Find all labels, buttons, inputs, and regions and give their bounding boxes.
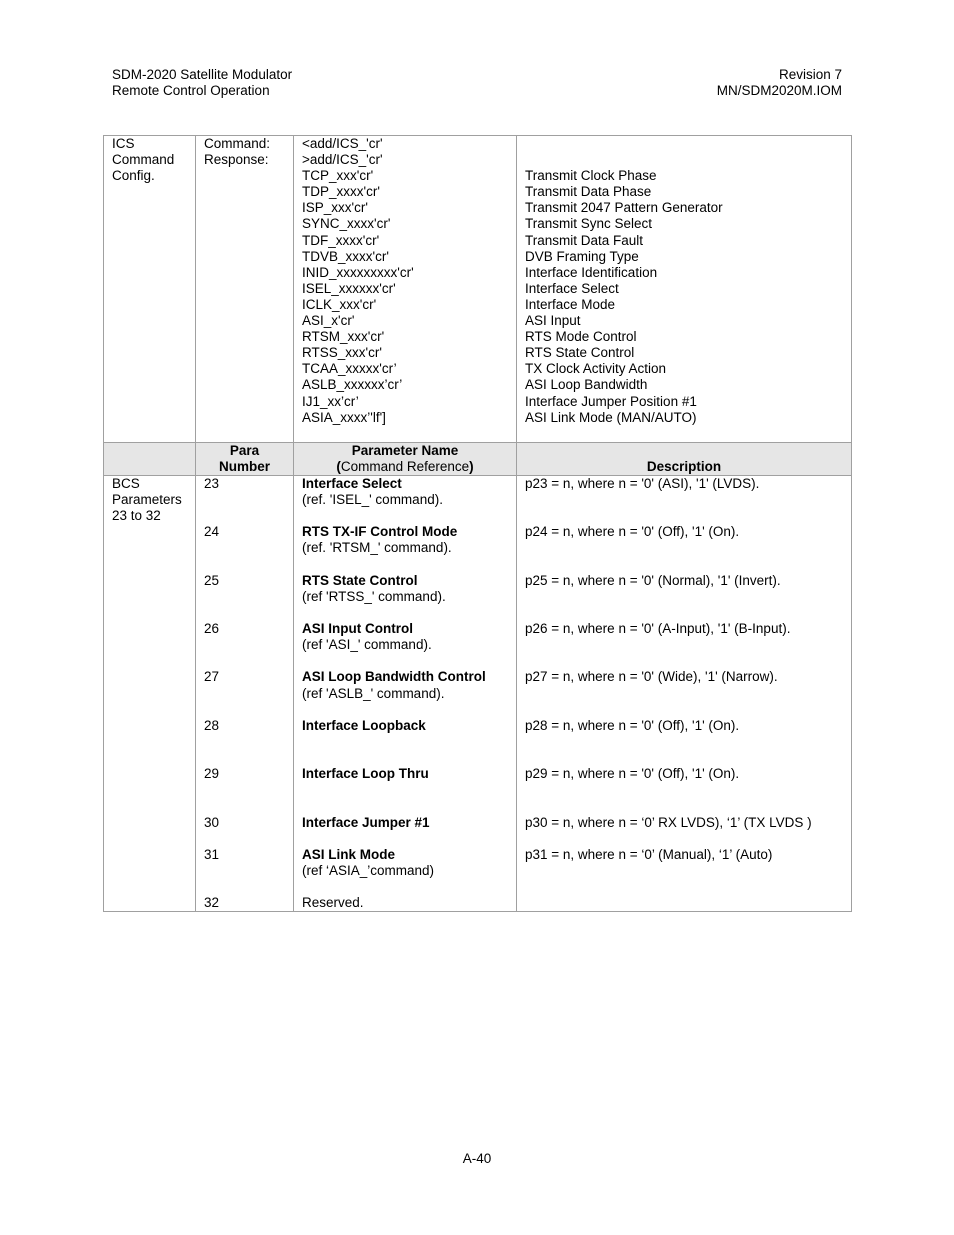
param-name: Interface Loopback — [302, 717, 426, 733]
param-description: p24 = n, where n = '0' (Off), '1' (On). — [525, 524, 740, 540]
param-entry — [302, 895, 508, 911]
param-entry — [302, 573, 508, 621]
command-description: Interface Mode — [525, 296, 616, 312]
command-description: ASI Loop Bandwidth — [525, 377, 648, 393]
command-description — [525, 136, 843, 152]
ics-label-cell — [104, 136, 196, 443]
param-description: p23 = n, where n = '0' (ASI), '1' (LVDS). — [525, 475, 760, 491]
param-number: 26 — [204, 620, 220, 636]
command-description: Transmit Sync Select — [525, 216, 653, 232]
param-number: 31 — [204, 846, 220, 862]
command-description: Transmit Data Fault — [525, 232, 644, 248]
param-ref: (ref. 'RTSM_' command). — [302, 540, 452, 556]
bcs-numbers-cell — [196, 475, 294, 911]
param-description: p30 = n, where n = ‘0’ RX LVDS), ‘1’ (TX LVDS ) — [525, 814, 812, 830]
param-ref: (ref ‘ASIA_’command) — [302, 862, 435, 878]
command-description: Interface Select — [525, 280, 619, 296]
header-parameter-name — [294, 442, 517, 475]
command-syntax: >add/ICS_'cr' — [302, 152, 383, 168]
header-name-line1: Parameter Name — [351, 442, 459, 458]
ics-row — [104, 136, 852, 443]
param-description: p27 = n, where n = '0' (Wide), '1' (Narrow). — [525, 669, 778, 685]
header-blank-cell — [104, 442, 196, 475]
param-name: Interface Loop Thru — [302, 766, 429, 782]
bcs-descriptions-cell — [517, 475, 852, 911]
header-para-line1: Para — [229, 442, 260, 458]
header-paren-close: ) — [469, 458, 474, 474]
param-entry — [302, 524, 508, 572]
param-ref — [302, 734, 508, 750]
param-name: Interface Select — [302, 475, 402, 491]
command-description: ASI Link Mode (MAN/AUTO) — [525, 409, 697, 425]
param-ref: (ref 'ASI_' command). — [302, 637, 432, 653]
param-entry — [302, 815, 508, 847]
param-number: 32 — [204, 895, 220, 911]
command-syntax: ISP_xxx'cr' — [302, 200, 368, 216]
param-name: ASI Link Mode — [302, 846, 396, 862]
command-syntax: TDP_xxxx'cr' — [302, 184, 380, 200]
param-description: p29 = n, where n = '0' (Off), '1' (On). — [525, 766, 740, 782]
command-syntax: ASIA_xxxx’'lf'] — [302, 409, 386, 425]
command-label: Command: — [204, 136, 271, 151]
command-description: TX Clock Activity Action — [525, 361, 667, 377]
page-header-right — [717, 67, 842, 99]
command-description: RTS State Control — [525, 345, 635, 361]
doc-title: SDM-2020 Satellite Modulator — [112, 67, 293, 82]
command-syntax: TCAA_xxxxx'cr’ — [302, 361, 397, 377]
ics-label-line: ICS — [112, 136, 135, 151]
param-description — [525, 895, 843, 911]
command-syntax: <add/ICS_'cr' — [302, 136, 383, 151]
command-syntax: INID_xxxxxxxxx'cr' — [302, 264, 414, 280]
param-number: 23 — [204, 475, 220, 491]
command-description — [525, 152, 843, 168]
page-header-left — [112, 67, 292, 99]
param-description: p26 = n, where n = '0' (A-Input), '1' (B-Input). — [525, 620, 791, 636]
command-description: RTS Mode Control — [525, 329, 637, 345]
param-number: 30 — [204, 814, 220, 830]
command-table — [103, 135, 852, 912]
bcs-row — [104, 475, 852, 911]
param-description: p25 = n, where n = '0' (Normal), '1' (Invert). — [525, 572, 781, 588]
param-ref: (ref 'ASLB_' command). — [302, 685, 445, 701]
param-name: RTS State Control — [302, 572, 418, 588]
command-syntax: RTSS_xxx'cr' — [302, 345, 382, 361]
param-entry — [302, 766, 508, 814]
page-number: A-40 — [462, 1151, 492, 1166]
header-para-line2: Number — [218, 458, 270, 474]
param-number: 27 — [204, 669, 220, 685]
bcs-label-line: Parameters — [112, 491, 182, 507]
header-description-label: Description — [646, 458, 722, 474]
param-entry — [302, 476, 508, 525]
param-number: 28 — [204, 717, 220, 733]
param-ref: (ref 'RTSS_' command). — [302, 588, 446, 604]
param-ref: (ref. 'ISEL_' command). — [302, 491, 443, 507]
header-description — [517, 442, 852, 475]
bcs-label-line: 23 to 32 — [112, 508, 161, 524]
bcs-label-line: BCS — [112, 475, 140, 491]
header-paren-open: ( — [336, 458, 341, 474]
ics-cmd-labels-cell — [196, 136, 294, 443]
param-entry — [302, 621, 508, 670]
ics-commands-cell — [294, 136, 517, 443]
command-description: Transmit Data Phase — [525, 184, 652, 200]
param-number: 24 — [204, 524, 220, 540]
command-syntax: TCP_xxx'cr' — [302, 168, 374, 184]
bcs-label-cell — [104, 475, 196, 911]
command-description: ASI Input — [525, 313, 581, 329]
param-ref: Reserved. — [302, 895, 364, 911]
param-ref — [302, 782, 508, 798]
ics-label-line: Command — [112, 152, 175, 168]
command-syntax: TDVB_xxxx'cr' — [302, 248, 389, 264]
header-command-reference: Command Reference — [340, 458, 470, 474]
command-syntax: SYNC_xxxx'cr' — [302, 216, 391, 232]
param-entry — [302, 847, 508, 896]
param-name: RTS TX-IF Control Mode — [302, 524, 458, 540]
param-entry — [302, 669, 508, 717]
command-syntax: RTSM_xxx'cr' — [302, 329, 385, 345]
param-entry — [302, 718, 508, 767]
command-description: Transmit Clock Phase — [525, 168, 657, 184]
param-name: ASI Loop Bandwidth Control — [302, 669, 486, 685]
param-description: p28 = n, where n = '0' (Off), '1' (On). — [525, 717, 740, 733]
param-name: ASI Input Control — [302, 620, 413, 636]
command-syntax: ISEL_xxxxxx'cr' — [302, 280, 396, 296]
header-name-line2 — [302, 459, 508, 475]
command-syntax: IJ1_xx’cr’ — [302, 393, 359, 409]
command-syntax: ASLB_xxxxxx’cr’ — [302, 377, 403, 393]
command-description: Interface Identification — [525, 264, 658, 280]
doc-subtitle: Remote Control Operation — [112, 83, 270, 98]
param-description: p31 = n, where n = ‘0’ (Manual), ‘1’ (Auto) — [525, 846, 773, 862]
bcs-names-cell — [294, 475, 517, 911]
command-description: Interface Jumper Position #1 — [525, 393, 697, 409]
ics-descriptions-cell — [517, 136, 852, 443]
response-label: Response: — [204, 152, 269, 168]
doc-number: MN/SDM2020M.IOM — [716, 83, 842, 98]
command-syntax: ASI_x'cr' — [302, 313, 355, 329]
command-description: DVB Framing Type — [525, 248, 639, 264]
command-description: Transmit 2047 Pattern Generator — [525, 200, 723, 216]
param-number: 25 — [204, 572, 220, 588]
ics-label-line: Config. — [112, 168, 155, 184]
revision: Revision 7 — [778, 67, 842, 82]
param-number: 29 — [204, 766, 220, 782]
parameter-header-row — [104, 442, 852, 475]
command-syntax: TDF_xxxx'cr' — [302, 232, 380, 248]
command-syntax: ICLK_xxx'cr' — [302, 296, 377, 312]
param-name: Interface Jumper #1 — [302, 814, 430, 830]
header-para-number — [196, 442, 294, 475]
